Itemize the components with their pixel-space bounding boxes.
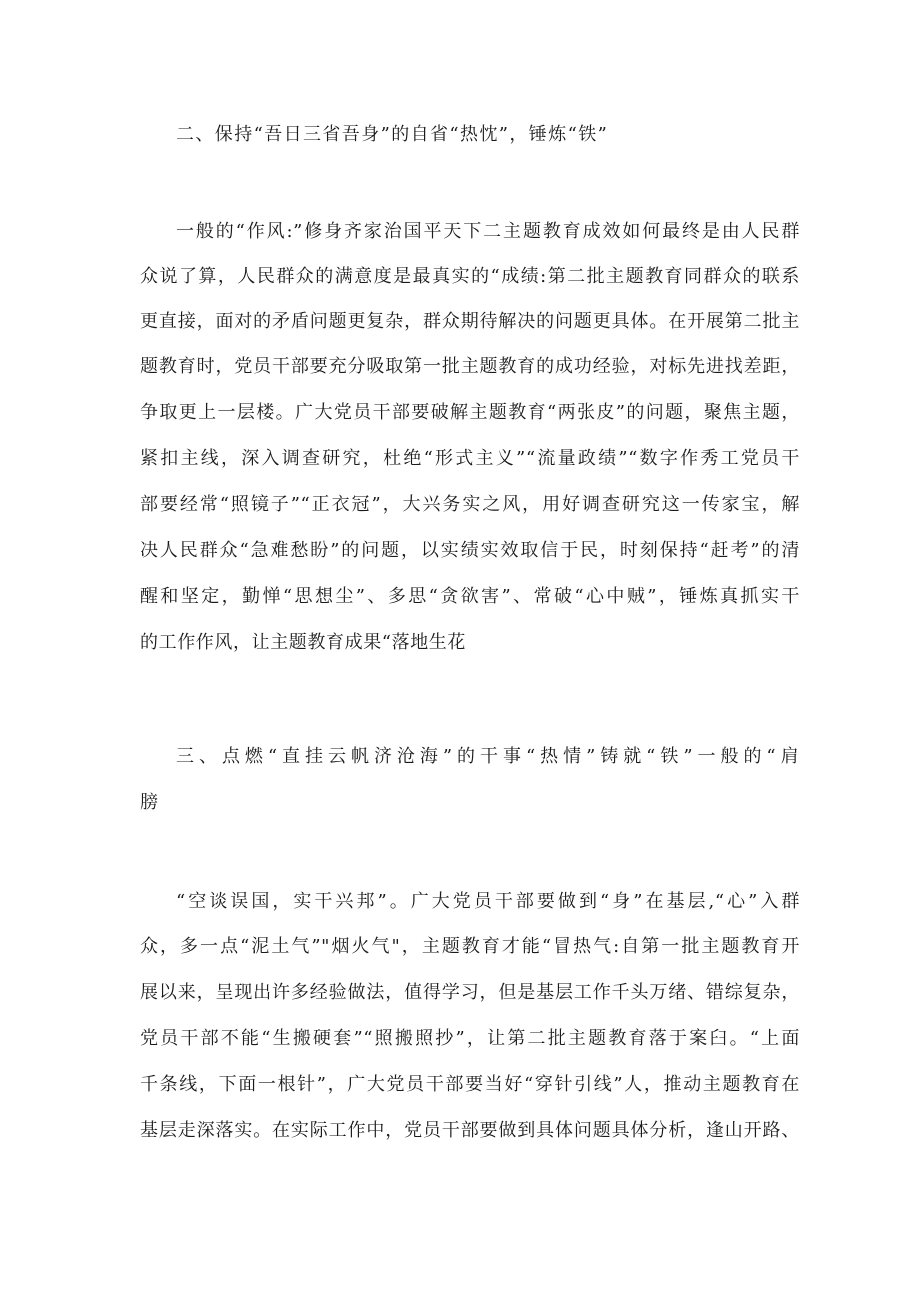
paragraph-line: 的工作作风，让主题教育成果“落地生花	[140, 632, 467, 653]
paragraph-line: 党员干部不能“生搬硬套”“照搬照抄”，让第二批主题教育落于案臼。“上面	[140, 1028, 800, 1049]
paragraph-line: 众，多一点“泥土气”"烟火气"，主题教育才能“冒热气:自第一批主题教育开	[140, 936, 800, 957]
paragraph-line: 千条线，下面一根针”，广大党员干部要当好“穿针引线”人，推动主题教育在	[140, 1074, 800, 1095]
heading-line: 膀	[140, 792, 159, 813]
paragraph-line: 题教育时，党员干部要充分吸取第一批主题教育的成功经验，对标先进找差距，	[140, 356, 800, 377]
paragraph-line: 一般的“作风:”修身齐家治国平天下二主题教育成效如何最终是由人民群	[176, 221, 800, 242]
paragraph-line: 部要经常“照镜子”“正衣冠”，大兴务实之风，用好调查研究这一传家宝，解	[140, 494, 800, 515]
paragraph-line: 紧扣主线，深入调查研究，杜绝“形式主义”“流量政绩”“数字作秀工党员干	[140, 448, 800, 469]
paragraph-line: 更直接，面对的矛盾问题更复杂，群众期待解决的问题更具体。在开展第二批主	[140, 311, 800, 332]
paragraph-line: 醒和坚定，勤惮“思想尘”、多思“贪欲害”、常破“心中贼”，锤炼真抓实干	[140, 586, 800, 607]
heading-line: 三、点燃“直挂云帆济沧海”的干事“热情”铸就“铁”一般的“肩	[176, 746, 800, 767]
section-2-heading: 二、保持“吾日三省吾身”的自省“热忱”，锤炼“铁”	[176, 124, 609, 145]
paragraph-line: 基层走深落实。在实际工作中，党员干部要做到具体问题具体分析，逢山开路、	[140, 1120, 800, 1141]
paragraph-line: “空谈误国，实干兴邦”。广大党员干部要做到“身”在基层,“心”入群	[176, 891, 800, 912]
paragraph-line: 决人民群众“急难愁盼”的问题，以实绩实效取信于民，时刻保持“赶考”的清	[140, 540, 800, 561]
paragraph-line: 争取更上一层楼。广大党员干部要破解主题教育“两张皮”的问题，聚焦主题，	[140, 402, 800, 423]
paragraph-line: 众说了算，人民群众的满意度是最真实的“成绩:第二批主题教育同群众的联系	[140, 266, 800, 287]
paragraph-line: 展以来，呈现出许多经验做法，值得学习，但是基层工作千头万绪、错综复杂，	[140, 982, 800, 1003]
